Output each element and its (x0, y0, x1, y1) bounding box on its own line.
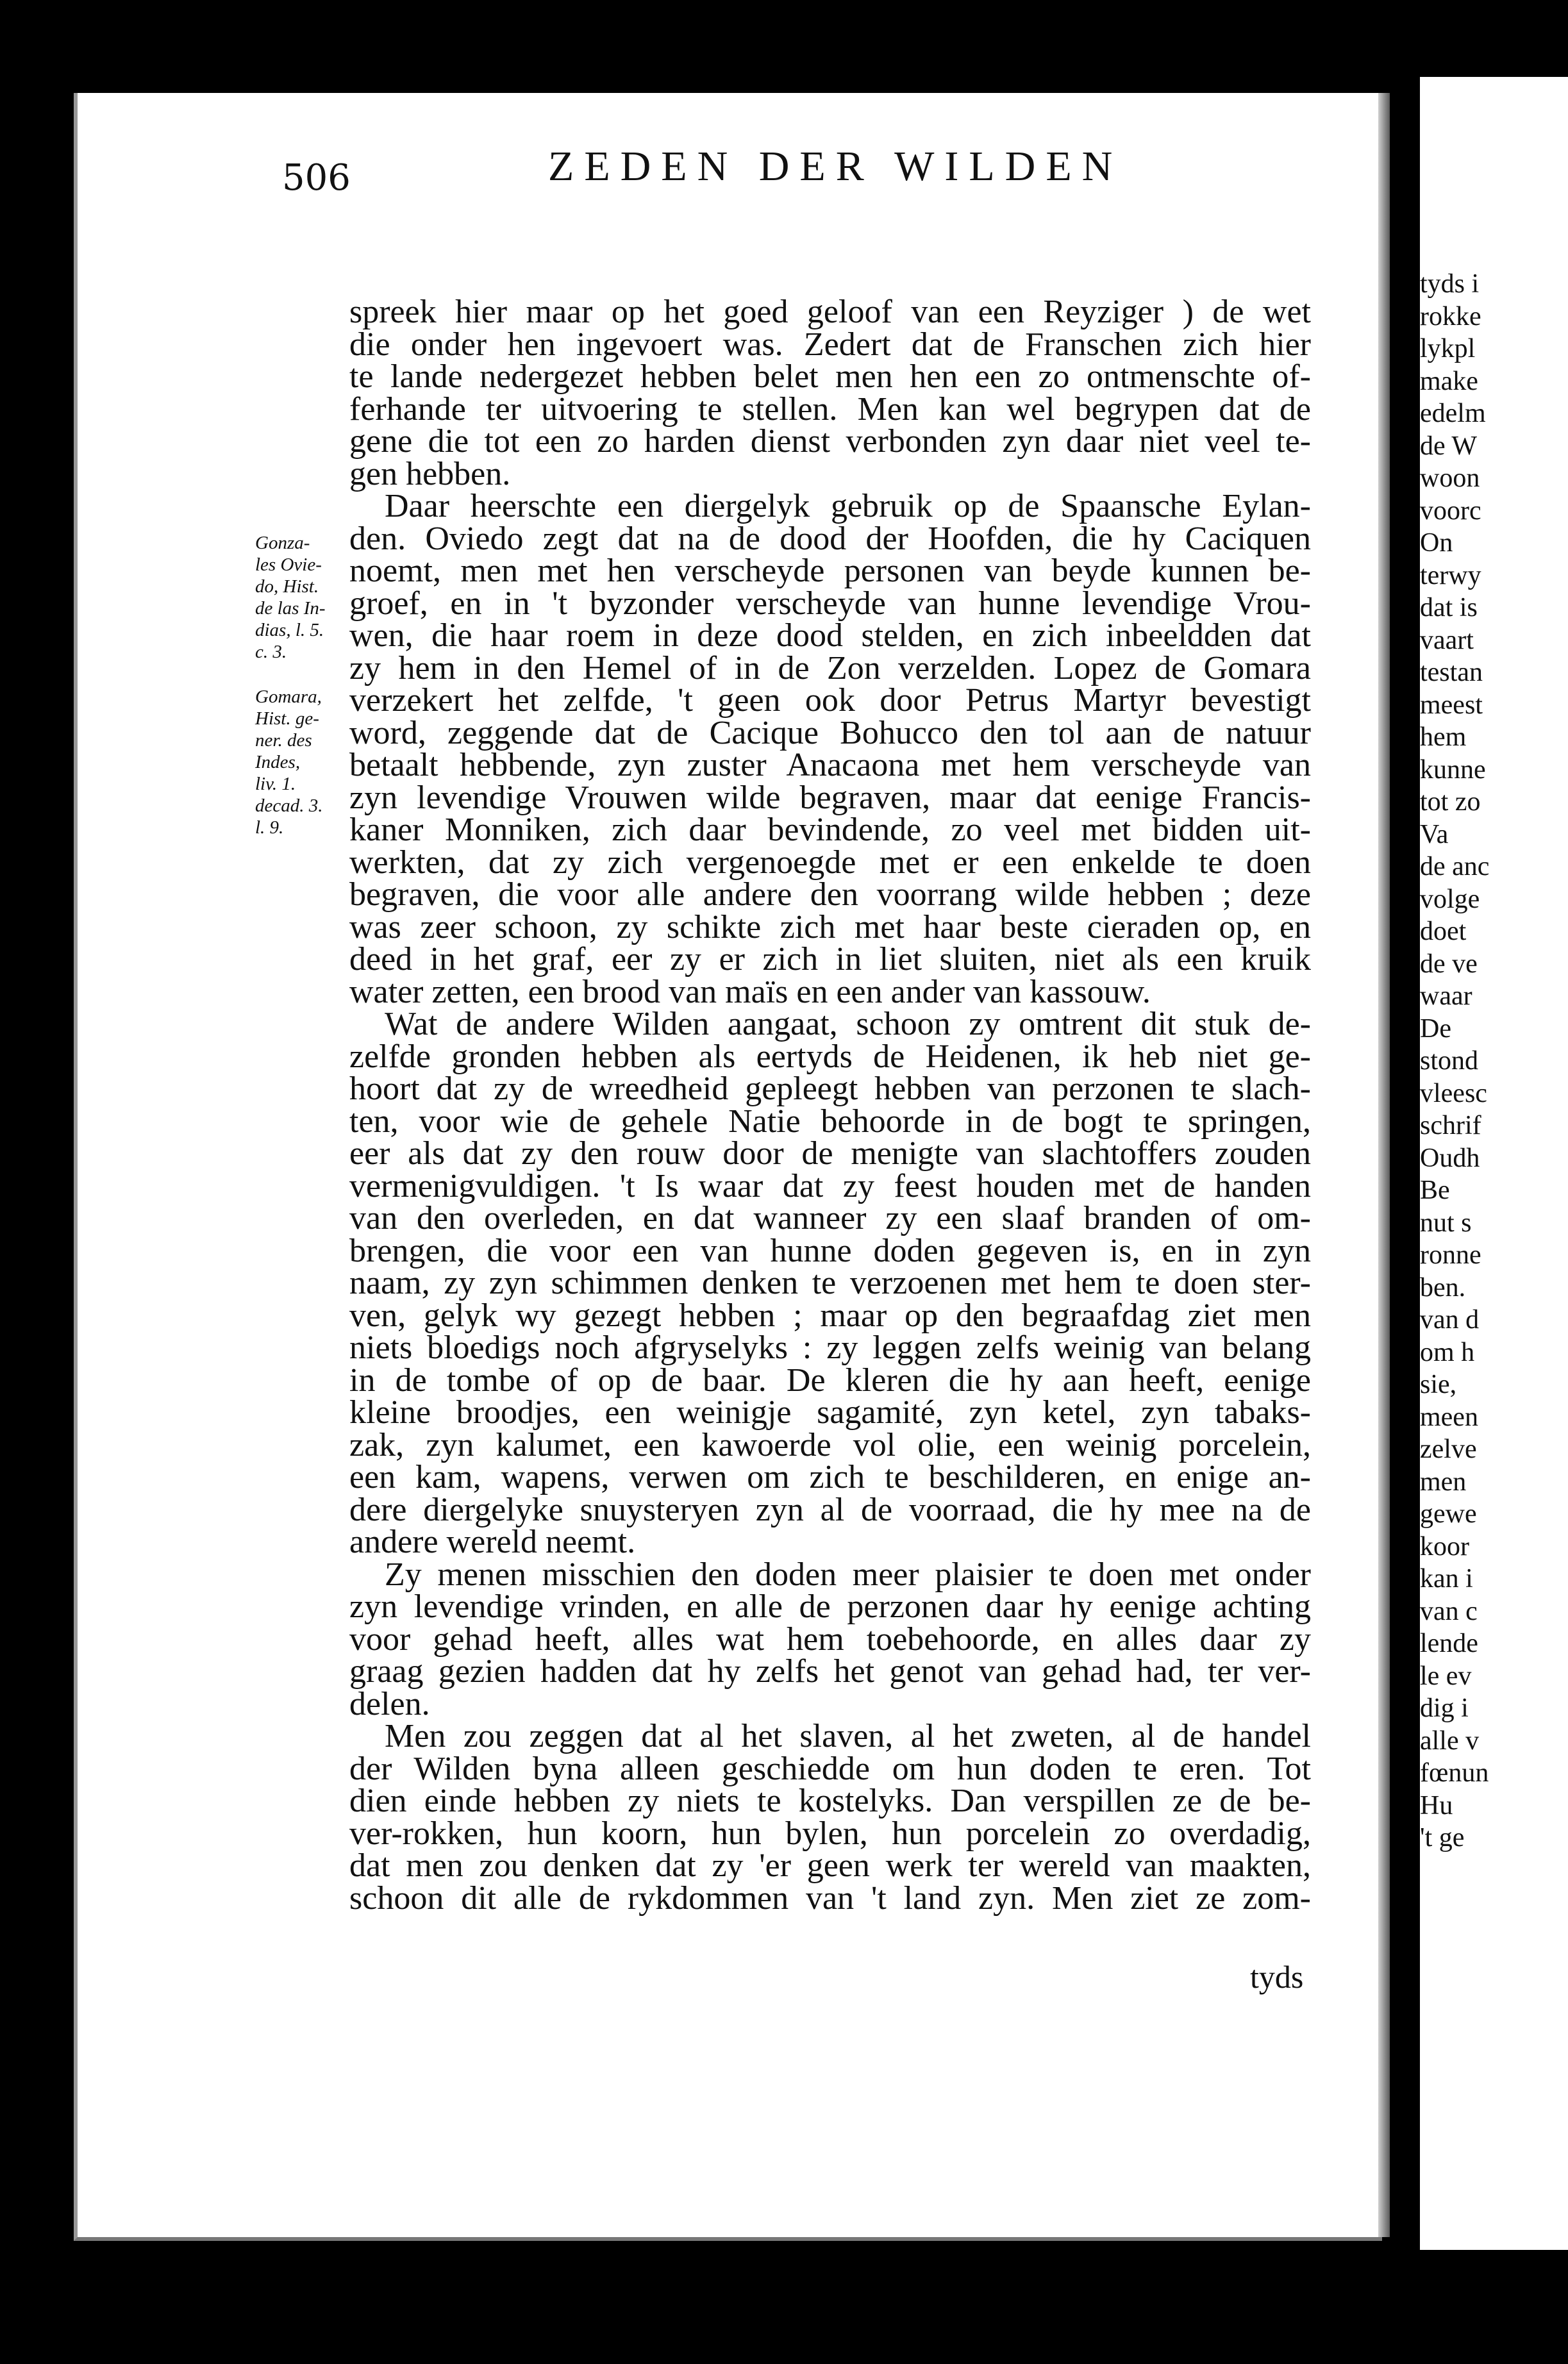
facing-page-line: le ev (1420, 1661, 1472, 1691)
margin-note-line: decad. 3. (255, 795, 323, 816)
facing-page-line: Hu (1420, 1790, 1453, 1820)
facing-page-line: schrif (1420, 1111, 1481, 1140)
text-line: Men zou zeggen dat al het slaven, al het zweten, al de handel (385, 1718, 1311, 1754)
catchword: tyds (1250, 1959, 1304, 1995)
text-line: graag gezien hadden dat hy zelfs het genot van gehad had, ter ver- (349, 1653, 1311, 1690)
margin-note-line: ner. des (255, 730, 312, 751)
facing-page-line: van c (1420, 1596, 1478, 1626)
text-line: dat men zou denken dat zy 'er geen werk ter wereld van maakten, (349, 1847, 1311, 1884)
facing-page-line: terwy (1420, 560, 1481, 590)
facing-page-line: stond (1420, 1046, 1479, 1076)
facing-page-line: testan (1420, 658, 1483, 687)
text-line: den. Oviedo zegt dat na de dood der Hoofden, die hy Caciquen (349, 520, 1311, 557)
text-line: ferhande ter uitvoering te stellen. Men kan wel begrypen dat de (349, 390, 1311, 428)
margin-note-line: dias, l. 5. (255, 620, 324, 640)
facing-page-line: de W (1420, 431, 1478, 461)
text-line: word, zeggende dat de Cacique Bohucco den tol aan de natuur (349, 714, 1311, 751)
text-line: zy hem in den Hemel of in de Zon verzelden. Lopez de Gomara (349, 649, 1311, 687)
text-line: naam, zy zyn schimmen denken te verzoenen met hem te doen ster- (349, 1265, 1311, 1301)
facing-page-line: ronne (1420, 1240, 1481, 1270)
facing-page-line: vleesc (1420, 1078, 1487, 1108)
facing-page-line: 't ge (1420, 1823, 1465, 1852)
text-line: hoort dat zy de wreedheid gepleegt hebben van perzonen te slach- (349, 1070, 1311, 1107)
facing-page-line: dat is (1420, 593, 1478, 622)
facing-page-line: Oudh (1420, 1143, 1480, 1173)
facing-page-line: sie, (1420, 1370, 1457, 1399)
text-line: werkten, dat zy zich vergenoegde met er een enkelde te doen (349, 844, 1311, 881)
body-text (349, 296, 1311, 1915)
text-line: zyn levendige vrinden, en alle de perzonen daar hy eenige achting (349, 1588, 1311, 1625)
text-line: ten, voor wie de gehele Natie behoorde in de bogt te springen, (349, 1103, 1311, 1140)
text-line: te lande nedergezet hebben belet men hen een zo ontmenschte of- (349, 358, 1311, 395)
text-line: andere wereld neemt. (349, 1524, 636, 1560)
facing-page-line: meest (1420, 690, 1483, 720)
facing-page-line: vaart (1420, 625, 1474, 655)
text-line: gene die tot een zo harden dienst verbonden zyn daar niet veel te- (349, 423, 1311, 460)
facing-page-line: rokke (1420, 301, 1481, 331)
text-line: in de tombe of op de baar. De kleren die hy aan heeft, eenige (349, 1361, 1311, 1399)
text-line: spreek hier maar op het goed geloof van een Reyziger ) de wet (349, 294, 1311, 330)
text-line: Wat de andere Wilden aangaat, schoon zy omtrent dit stuk de- (385, 1006, 1311, 1042)
margin-note-line: c. 3. (255, 642, 287, 662)
facing-page-line: de anc (1420, 852, 1490, 881)
facing-page-line: hem (1420, 722, 1467, 752)
text-line: Daar heerschte een diergelyk gebruik op de Spaansche Eylan- (385, 488, 1311, 524)
margin-notes (255, 532, 358, 862)
text-line: Zy menen misschien den doden meer plaisier te doen met onder (385, 1556, 1311, 1593)
margin-note-line: do, Hist. (255, 576, 319, 597)
text-line: zak, zyn kalumet, een kawoerde vol olie, een weinig porcelein, (349, 1426, 1311, 1463)
text-line: dere diergelyke snuysteryen zyn al de voorraad, die hy mee na de (349, 1491, 1311, 1528)
facing-page-line: gewe (1420, 1499, 1477, 1529)
text-line: wen, die haar roem in deze dood stelden, en zich inbeeldden dat (349, 617, 1311, 654)
text-line: ven, gelyk wy gezegt hebben ; maar op den begraafdag ziet men (349, 1297, 1311, 1334)
margin-note-line: Indes, (255, 752, 301, 772)
facing-page-line: doet (1420, 917, 1467, 946)
text-line: een kam, wapens, verwen om zich te beschilderen, en enige an- (349, 1459, 1311, 1495)
text-line: noemt, men met hen verscheyde personen van beyde kunnen be- (349, 553, 1311, 589)
facing-page-line: dig i (1420, 1694, 1469, 1723)
facing-page-line: om h (1420, 1337, 1475, 1367)
text-line: verzekert het zelfde, 't geen ook door Petrus Martyr bevestigt (349, 682, 1311, 719)
text-line: zyn levendige Vrouwen wilde begraven, maar dat eenige Francis- (349, 779, 1311, 816)
margin-note-line: Hist. ge- (255, 708, 319, 729)
text-line: dien einde hebben zy niets te kostelyks. Dan verspillen ze de be- (349, 1783, 1311, 1819)
text-line: groef, en in 't byzonder verscheyde van hunne levendige Vrou- (349, 585, 1311, 622)
facing-page-line: Be (1420, 1176, 1450, 1205)
facing-page-line: voorc (1420, 495, 1481, 526)
facing-page-line: lende (1420, 1629, 1478, 1658)
margin-note-line: l. 9. (255, 817, 284, 838)
facing-page-line: volge (1420, 884, 1480, 914)
text-line: gen hebben. (349, 455, 511, 492)
facing-page-line: van d (1420, 1305, 1480, 1335)
text-line: zelfde gronden hebben als eertyds de Heidenen, ik heb niet ge- (349, 1038, 1311, 1075)
facing-page-line: kunne (1420, 754, 1486, 785)
text-line: voor gehad heeft, alles wat hem toebehoorde, en alles daar zy (349, 1620, 1311, 1658)
facing-page-line: waar (1420, 981, 1472, 1011)
facing-page-line: nut s (1420, 1208, 1472, 1238)
facing-page-line: koor (1420, 1531, 1469, 1561)
text-line: vermenigvuldigen. 't Is waar dat zy feest houden met de handen (349, 1167, 1311, 1204)
facing-page-line: fœnun (1420, 1758, 1489, 1788)
facing-page-line: make (1420, 366, 1478, 396)
facing-page-line: ben. (1420, 1272, 1466, 1303)
text-line: was zeer schoon, zy schikte zich met haar beste cieraden op, en (349, 908, 1311, 945)
text-line: van den overleden, en dat wanneer zy een slaaf branden of om- (349, 1200, 1311, 1236)
margin-note-line: Gomara, (255, 687, 322, 707)
text-line: kleine broodjes, een weinigje sagamité, zyn ketel, zyn tabaks- (349, 1394, 1311, 1431)
book-gutter (1378, 93, 1390, 2237)
margin-note (255, 686, 358, 838)
facing-page-line: men (1420, 1467, 1467, 1497)
facing-page-line: kan i (1420, 1564, 1473, 1594)
text-line: kaner Monniken, zich daar bevindende, zo veel met bidden uit- (349, 812, 1311, 848)
facing-page-line: meen (1420, 1402, 1478, 1432)
facing-page-line: lykpl (1420, 334, 1476, 363)
text-line: eer als dat zy den rouw door de menigte van slachtoffers zouden (349, 1135, 1311, 1172)
facing-page-line: edelm (1420, 399, 1486, 428)
text-line: ver-rokken, hun koorn, hun bylen, hun porcelein zo overdadig, (349, 1815, 1311, 1852)
running-head: ZEDEN DER WILDEN (548, 143, 1123, 190)
margin-note-line: liv. 1. (255, 774, 296, 794)
text-line: water zetten, een brood van maïs en een ander van kassouw. (349, 973, 1151, 1010)
facing-page-line: De (1420, 1013, 1451, 1044)
facing-page-line: Va (1420, 819, 1449, 849)
text-line: niets bloedigs noch afgryselyks : zy leggen zelfs weinig van belang (349, 1329, 1311, 1366)
facing-page-edge (1420, 77, 1568, 2250)
margin-note-line: de las In- (255, 598, 326, 619)
text-line: betaalt hebbende, zyn zuster Anacaona met hem verscheyde van (349, 747, 1311, 783)
text-line: begraven, die voor alle andere den voorrang wilde hebben ; deze (349, 876, 1311, 913)
margin-note-line: Gonza- (255, 533, 310, 553)
text-line: schoon dit alle de rykdommen van 't land zyn. Men ziet ze zom- (349, 1879, 1311, 1917)
facing-page-line: zelve (1420, 1435, 1477, 1464)
text-line: die onder hen ingevoert was. Zedert dat de Franschen zich hier (349, 326, 1311, 363)
text-line: brengen, die voor een van hunne doden gegeven is, en in zyn (349, 1232, 1311, 1269)
margin-note (255, 532, 358, 663)
facing-page-line: de ve (1420, 949, 1478, 979)
page-number: 506 (282, 157, 351, 199)
text-line: deed in het graf, eer zy er zich in liet sluiten, niet als een kruik (349, 941, 1311, 978)
facing-page-line: woon (1420, 463, 1480, 493)
facing-page-line: tot zo (1420, 787, 1481, 817)
text-line: der Wilden byna alleen geschiedde om hun doden te eren. Tot (349, 1750, 1311, 1787)
text-line: delen. (349, 1685, 430, 1722)
facing-page-line: tyds i (1420, 269, 1480, 299)
facing-page-line: On (1420, 528, 1453, 558)
margin-note-line: les Ovie- (255, 554, 322, 575)
facing-page-text (1420, 268, 1489, 1854)
facing-page-line: alle v (1420, 1726, 1480, 1756)
